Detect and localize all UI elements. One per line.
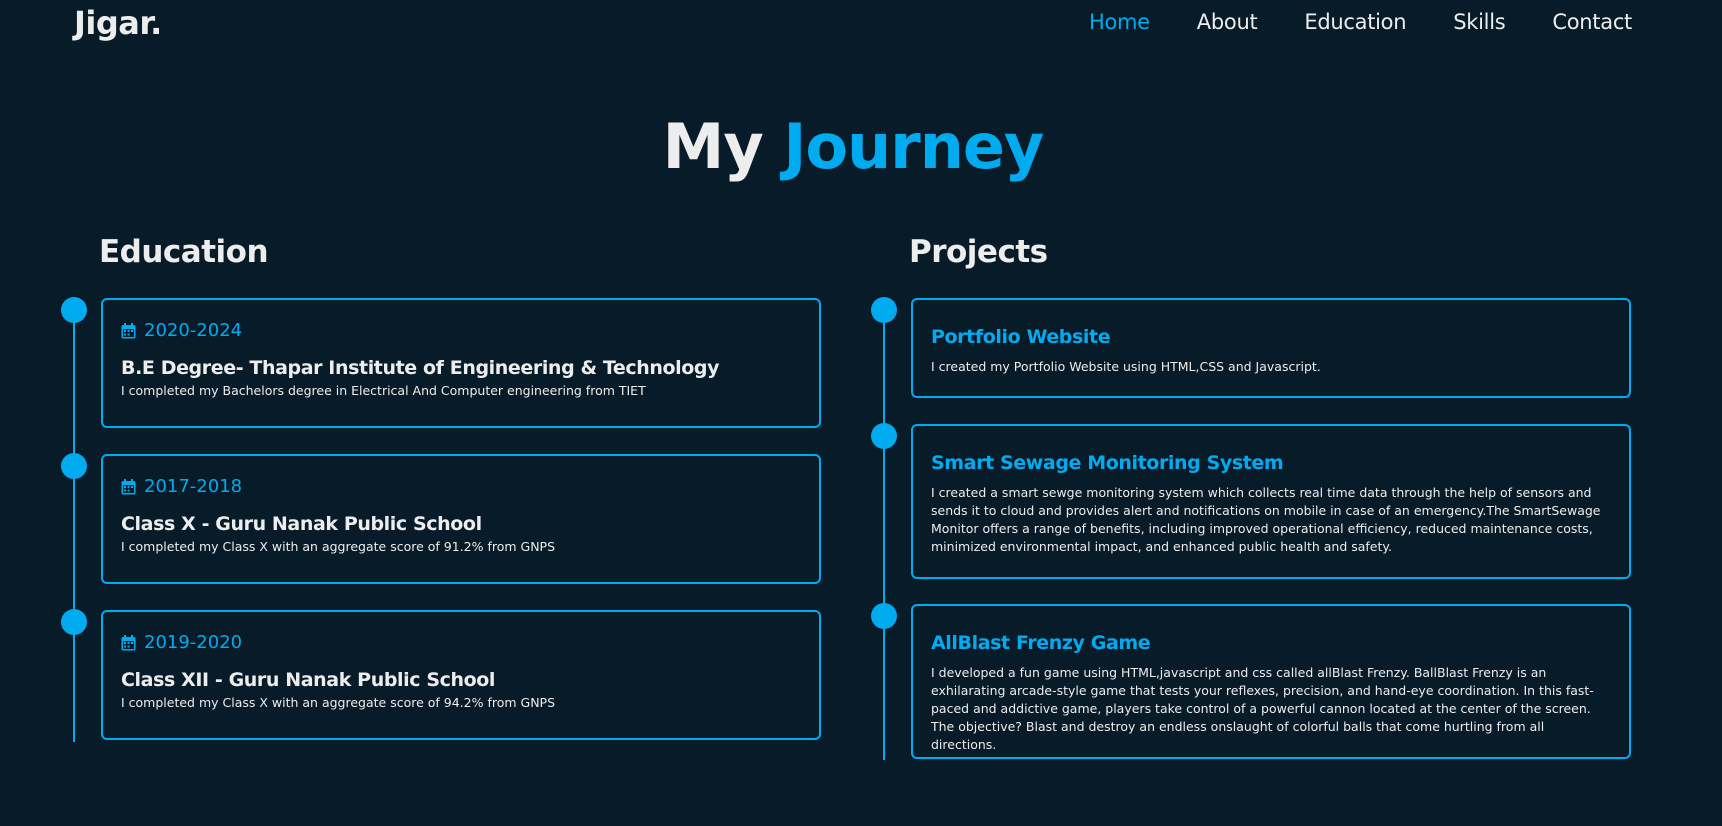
project-card bbox=[911, 424, 1631, 579]
nav-about[interactable]: About bbox=[1196, 10, 1258, 34]
education-item-title: B.E Degree- Thapar Institute of Engineering & Technology bbox=[121, 357, 720, 379]
education-card bbox=[101, 454, 821, 584]
education-card bbox=[101, 298, 821, 428]
project-item-desc: I created my Portfolio Website using HTML,CSS and Javascript. bbox=[931, 359, 1321, 374]
nav-education[interactable]: Education bbox=[1304, 10, 1407, 34]
project-card bbox=[911, 298, 1631, 398]
project-item-desc: I developed a fun game using HTML,javascript and css called allBlast Frenzy. BallBlast Frenzy is an exhilarating arcade-style game that tests your reflexes, precision, and hand-eye coordination. In this fast-paced and addictive game, players take control of a powerful cannon located at the center of the screen. The objective? Blast and destroy an endless onslaught of colorful balls that come hurtling from all directions. bbox=[931, 665, 1594, 752]
education-year-text: 2019-2020 bbox=[144, 632, 243, 653]
education-year-text: 2020-2024 bbox=[144, 320, 243, 341]
education-year bbox=[121, 320, 801, 341]
projects-timeline-line bbox=[883, 300, 885, 760]
nav-home[interactable]: Home bbox=[1088, 10, 1150, 34]
education-title: Education bbox=[99, 234, 269, 270]
nav-contact[interactable]: Contact bbox=[1552, 10, 1632, 34]
calendar-icon bbox=[121, 323, 136, 339]
calendar-icon bbox=[121, 479, 136, 495]
education-item-title: Class XII - Guru Nanak Public School bbox=[121, 669, 496, 691]
education-timeline-line bbox=[73, 300, 75, 742]
project-item-desc: I created a smart sewge monitoring system which collects real time data through the help of sensors and sends it to cloud and provides alert and notifications on mobile in case of an emergency.The SmartSewage Monitor offers a range of benefits, including improved operational efficiency, reduced maintenance costs, minimized environmental impact, and enhanced public health and safety. bbox=[931, 485, 1601, 554]
header bbox=[0, 0, 1722, 48]
page-title-part2: Journey bbox=[783, 110, 1044, 183]
project-card bbox=[911, 604, 1631, 759]
projects-timeline-dot bbox=[871, 603, 897, 629]
education-item-desc: I completed my Class X with an aggregate score of 94.2% from GNPS bbox=[121, 695, 556, 710]
logo[interactable]: Jigar. bbox=[74, 4, 162, 42]
projects-timeline-dot bbox=[871, 423, 897, 449]
nav-skills[interactable]: Skills bbox=[1453, 10, 1506, 34]
education-item-desc: I completed my Bachelors degree in Electrical And Computer engineering from TIET bbox=[121, 383, 646, 398]
education-timeline-dot bbox=[61, 297, 87, 323]
page-title bbox=[0, 110, 1706, 183]
education-year bbox=[121, 476, 801, 497]
education-item-desc: I completed my Class X with an aggregate score of 91.2% from GNPS bbox=[121, 539, 556, 554]
project-item-title: Smart Sewage Monitoring System bbox=[931, 452, 1284, 474]
main-nav bbox=[1089, 10, 1632, 34]
education-card bbox=[101, 610, 821, 740]
education-year bbox=[121, 632, 801, 653]
education-year-text: 2017-2018 bbox=[144, 476, 243, 497]
education-item-title: Class X - Guru Nanak Public School bbox=[121, 513, 482, 535]
projects-title: Projects bbox=[909, 234, 1048, 270]
education-timeline-dot bbox=[61, 609, 87, 635]
projects-timeline-dot bbox=[871, 297, 897, 323]
calendar-icon bbox=[121, 635, 136, 651]
page-title-part1: My bbox=[662, 110, 763, 183]
education-timeline-dot bbox=[61, 453, 87, 479]
project-item-title: AllBlast Frenzy Game bbox=[931, 632, 1151, 654]
project-item-title: Portfolio Website bbox=[931, 326, 1111, 348]
